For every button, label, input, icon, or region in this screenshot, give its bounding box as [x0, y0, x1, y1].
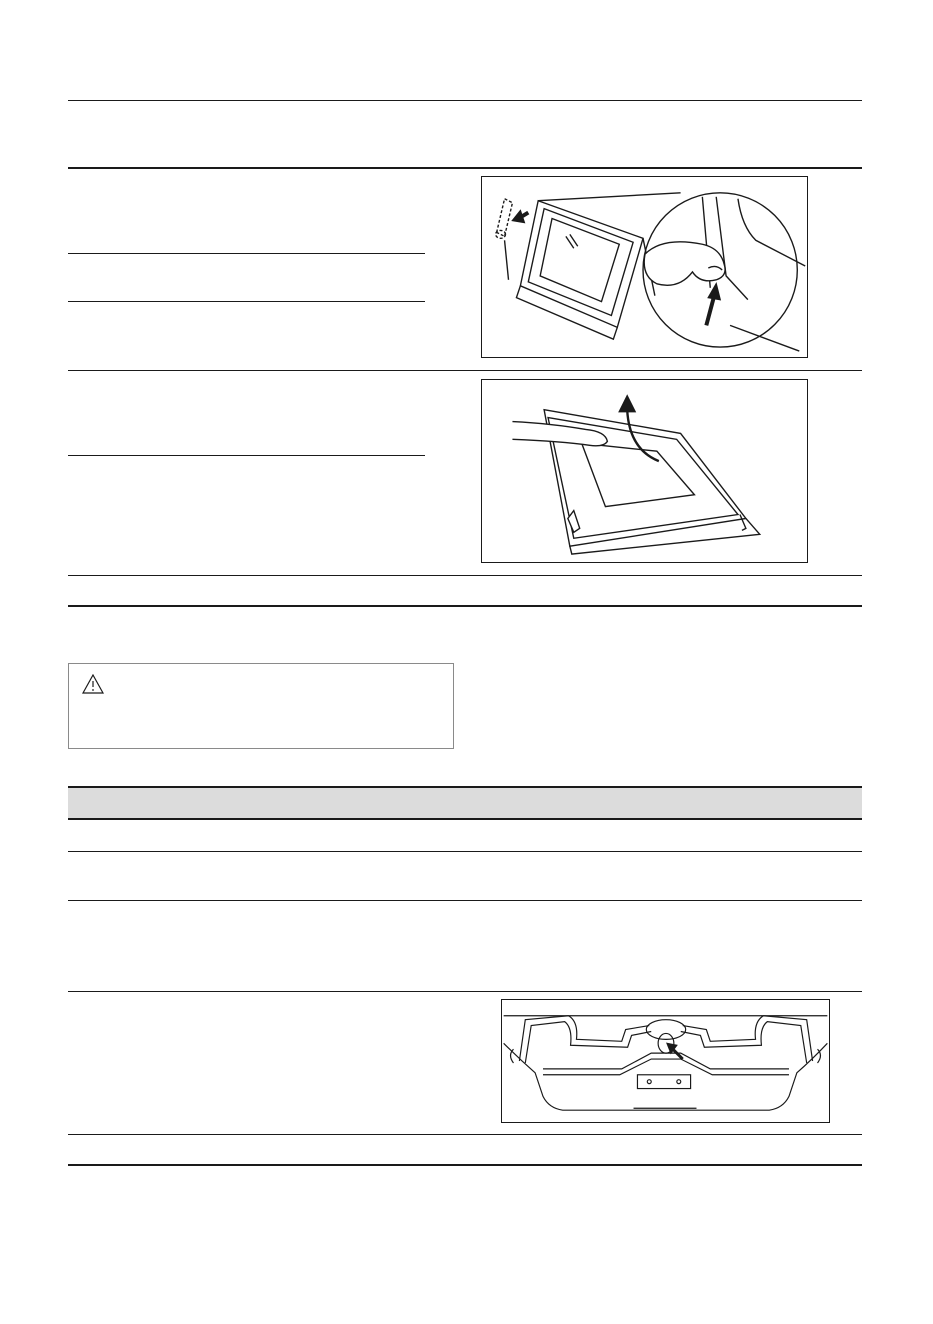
step-divider [68, 253, 425, 254]
section-rule [68, 605, 862, 607]
step-divider [68, 301, 425, 302]
table-row-rule [68, 900, 862, 901]
table-row-rule [68, 1134, 862, 1135]
warning-triangle-icon [82, 674, 104, 694]
table-header [68, 786, 862, 820]
section-rule [68, 575, 862, 576]
table-row-rule [68, 851, 862, 852]
door-panel-lift-figure [481, 379, 808, 563]
top-rule [68, 100, 862, 101]
heating-element-illustration [502, 1000, 829, 1122]
oven-door-panel-illustration [482, 380, 807, 562]
oven-door-hand-lift-illustration [482, 177, 807, 357]
section-rule [68, 167, 862, 169]
section-rule [68, 370, 862, 371]
warning-box [68, 663, 454, 749]
door-glass-removal-figure [481, 176, 808, 358]
oven-heating-element-figure [501, 999, 830, 1123]
step-divider [68, 455, 425, 456]
table-bottom-rule [68, 1164, 862, 1166]
table-row-rule [68, 991, 862, 992]
